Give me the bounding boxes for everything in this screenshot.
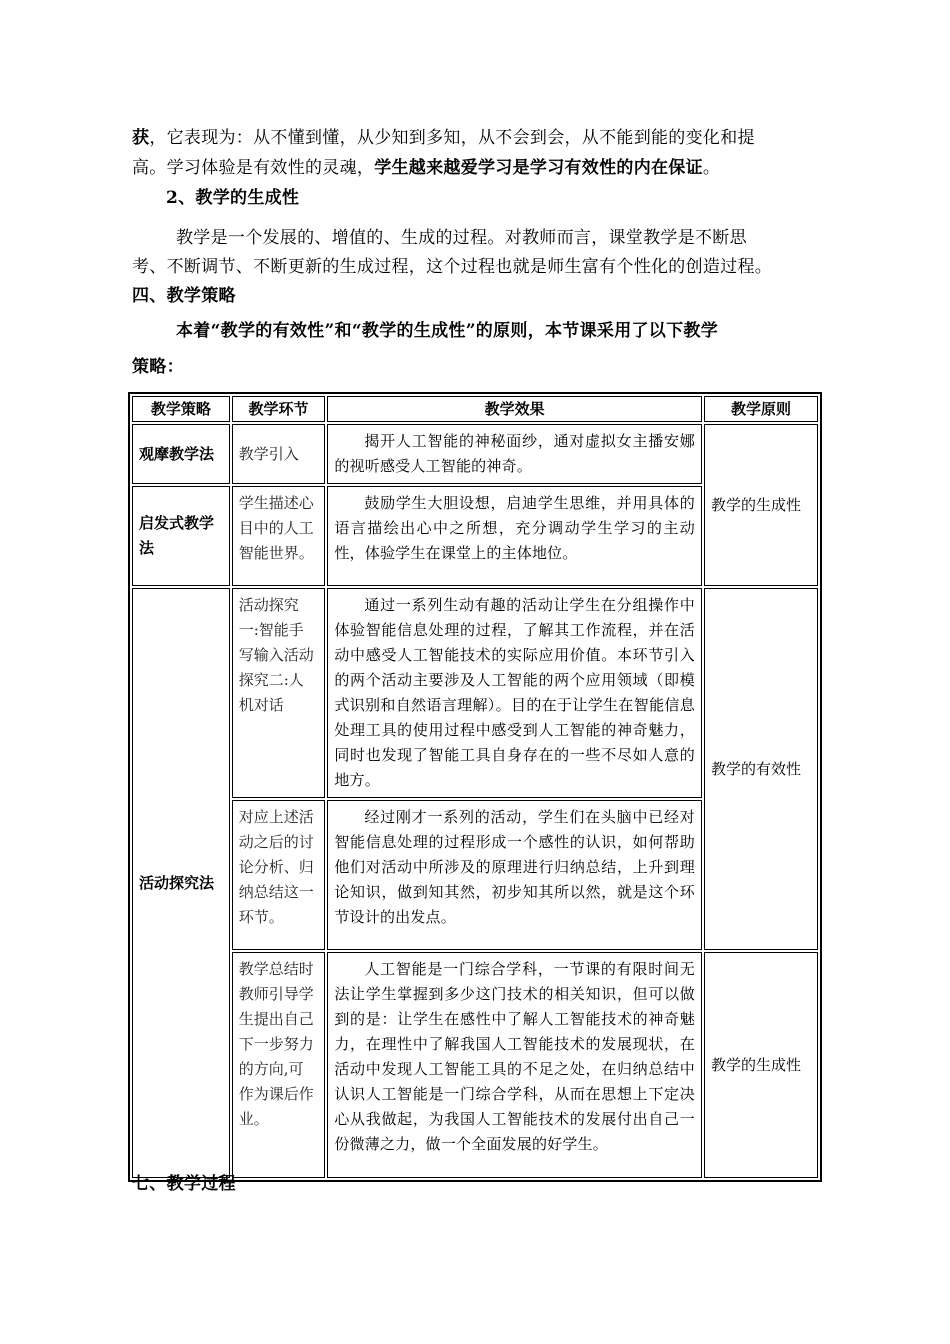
section-heading-2: 2、教学的生成性 xyxy=(166,188,300,208)
paragraph-2-line-1: 教学是一个发展的、增值的、生成的过程。对教师而言，课堂教学是不断思 xyxy=(176,228,747,248)
paragraph-1-line-1 xyxy=(132,126,755,150)
section-heading-4: 四、教学策略 xyxy=(132,286,236,306)
strategy-cell: 观摩教学法 xyxy=(132,424,230,484)
header-effect: 教学效果 xyxy=(327,396,702,422)
table-header-row xyxy=(132,396,818,422)
principle-cell: 教学的生成性 xyxy=(704,424,818,586)
bold-text: 获 xyxy=(132,128,150,148)
paragraph-1-line-2 xyxy=(132,156,720,180)
table-row xyxy=(132,952,818,1178)
effect-cell: 通过一系列生动有趣的活动让学生在分组操作中体验智能信息处理的过程，了解其工作流程，并在活动中感受人工智能技术的实际应用价值。本环节引入的两个活动主要涉及人工智能的两个应用领域（即模式识别和自然语言理解）。目的在于让学生在智能信息处理工具的使用过程中感受到人工智能的神奇魅力，同时也发现了智能工具自身存在的一些不尽如人意的地方。 xyxy=(327,588,702,798)
strategy-table xyxy=(128,392,822,1182)
principle-cell: 教学的有效性 xyxy=(704,588,818,950)
stage-cell: 教学引入 xyxy=(232,424,326,484)
strategy-cell: 活动探究法 xyxy=(132,588,230,1178)
bold-text: 学生越来越爱学习是学习有效性的内在保证 xyxy=(374,158,703,178)
stage-cell: 活动探究一:智能手写输入活动探究二:人机对话 xyxy=(232,588,326,798)
table-row xyxy=(132,588,818,798)
stage-cell: 教学总结时教师引导学生提出自己下一步努力的方向,可作为课后作业。 xyxy=(232,952,326,1178)
paragraph-3-line-1: 本着“教学的有效性”和“教学的生成性”的原则，本节课采用了以下教学 xyxy=(176,321,719,341)
stage-cell: 学生描述心目中的人工智能世界。 xyxy=(232,486,326,586)
section-heading-7: 七、教学过程 xyxy=(132,1174,236,1194)
effect-cell: 鼓励学生大胆设想，启迪学生思维，并用具体的语言描绘出心中之所想，充分调动学生学习的主动性，体验学生在课堂上的主体地位。 xyxy=(327,486,702,586)
text: 高。学习体验是有效性的灵魂， xyxy=(132,158,375,178)
principle-cell: 教学的生成性 xyxy=(704,952,818,1178)
header-stage: 教学环节 xyxy=(232,396,326,422)
table-row xyxy=(132,424,818,484)
text: 。 xyxy=(702,158,721,178)
header-strategy: 教学策略 xyxy=(132,396,230,422)
text: ，它表现为：从不懂到懂，从少知到多知，从不会到会，从不能到能的变化和提 xyxy=(149,128,755,148)
effect-cell: 经过刚才一系列的活动，学生们在头脑中已经对智能信息处理的过程形成一个感性的认识，如何帮助他们对活动中所涉及的原理进行归纳总结，上升到理论知识，做到知其然，初步知其所以然，就是这个环节设计的出发点。 xyxy=(327,800,702,950)
effect-cell: 揭开人工智能的神秘面纱，通对虚拟女主播安娜的视听感受人工智能的神奇。 xyxy=(327,424,702,484)
header-principle: 教学原则 xyxy=(704,396,818,422)
stage-cell: 对应上述活动之后的讨论分析、归纳总结这一环节。 xyxy=(232,800,326,950)
paragraph-2-line-2: 考、不断调节、不断更新的生成过程，这个过程也就是师生富有个性化的创造过程。 xyxy=(132,257,773,277)
strategy-cell: 启发式教学法 xyxy=(132,486,230,586)
paragraph-3-line-2: 策略： xyxy=(132,357,184,377)
effect-cell: 人工智能是一门综合学科，一节课的有限时间无法让学生掌握到多少这门技术的相关知识，但可以做到的是：让学生在感性中了解人工智能技术的神奇魅力，在理性中了解我国人工智能技术的发展现状，在活动中发现人工智能工具的不足之处，在归纳总结中认识人工智能是一门综合学科，从而在思想上下定决心从我做起，为我国人工智能技术的发展付出自己一份微薄之力，做一个全面发展的好学生。 xyxy=(327,952,702,1178)
